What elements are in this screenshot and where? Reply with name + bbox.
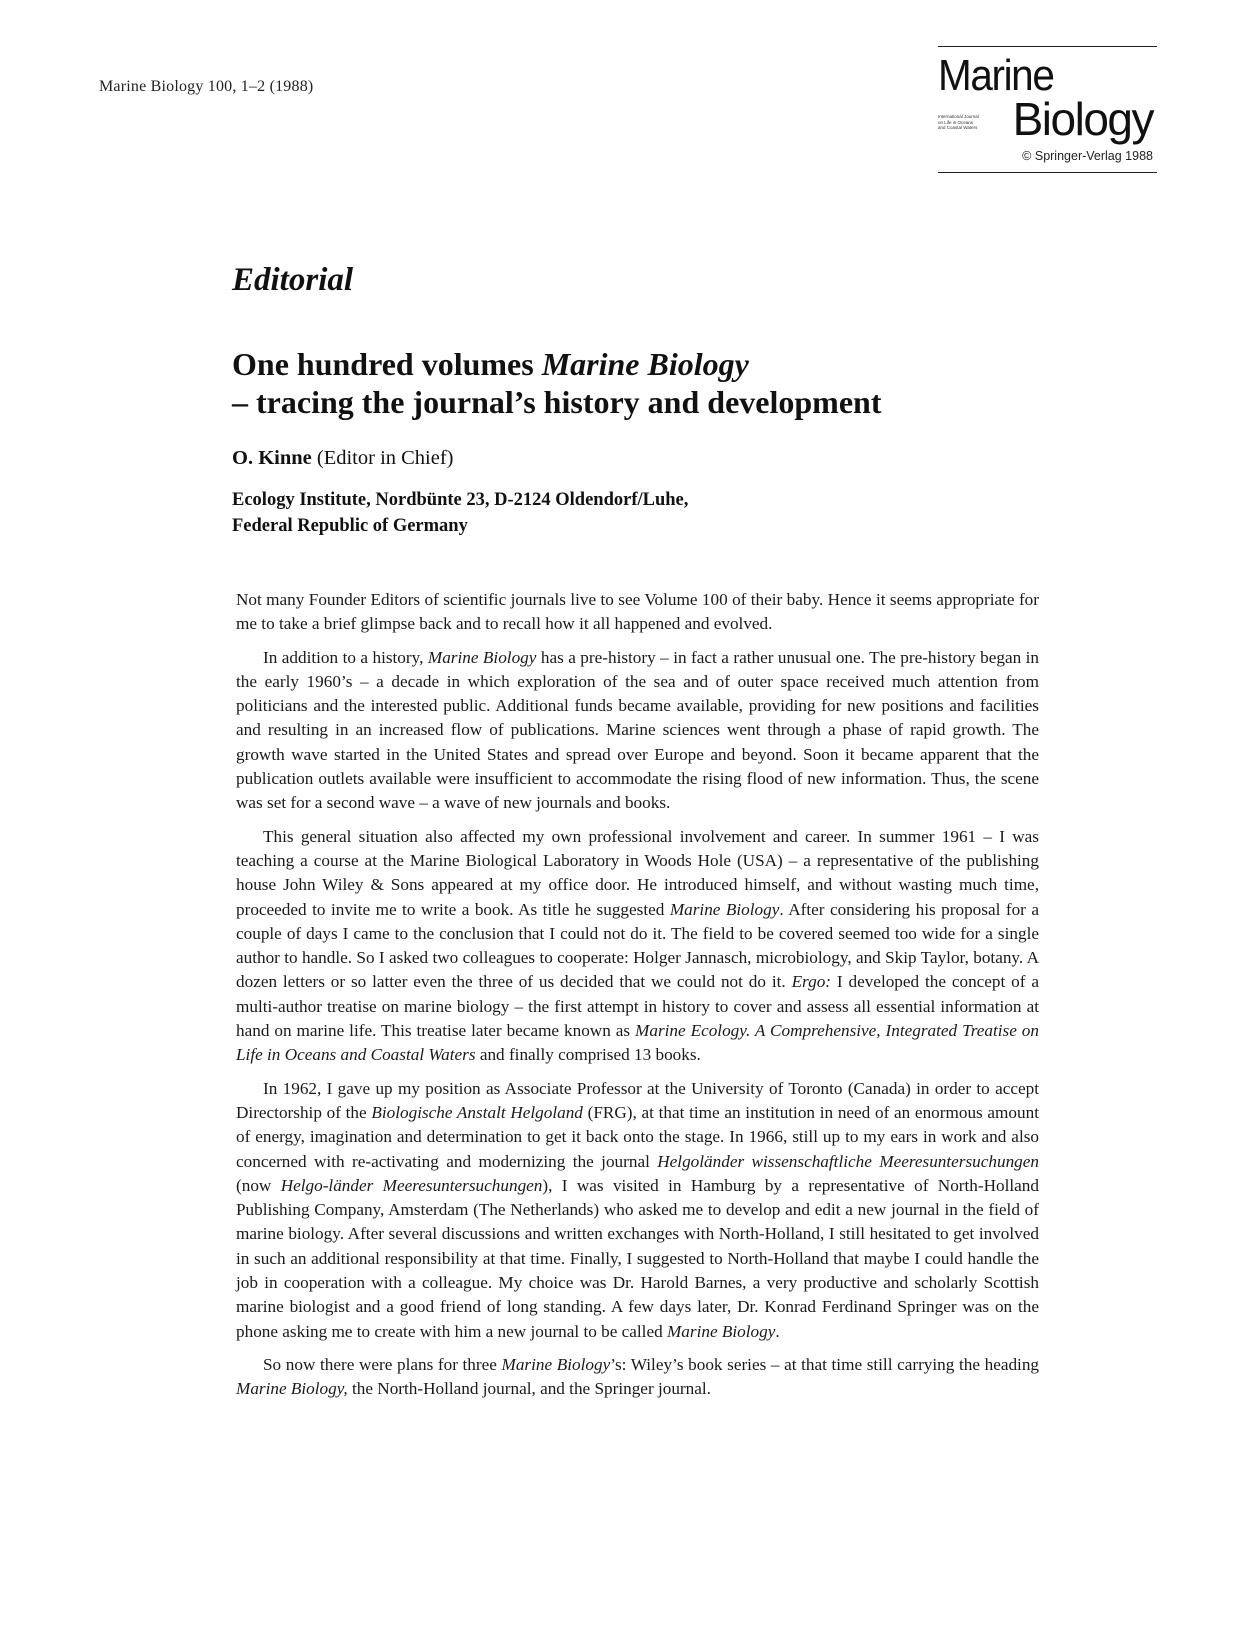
author-role: (Editor in Chief) bbox=[316, 447, 454, 469]
text-run: (FRG), at that time an institution in need of an enormous amount of energy, imagination and determination to get it back onto the stage. In 1966, still up to my ears in work and also concerned with re-activating and modernizing the journal bbox=[236, 1102, 1039, 1171]
text-run: the North-Holland journal, and the Springer journal. bbox=[347, 1379, 711, 1399]
text-run: . After considering his proposal for a couple of days I came to the conclusion that I could not do it. The field to be covered seemed too wide for a single author to handle. So I asked two colleagues to cooperate: Holger Jannasch, microbiology, and Skip Taylor, botany. A dozen letters or so latter even the three of us decided that we could not do it. bbox=[236, 899, 1040, 992]
section-label: Editorial bbox=[232, 262, 354, 298]
italic-run: Marine Biology bbox=[669, 899, 780, 919]
italic-run: Marine Ecology. A Comprehensive, Integrated Treatise on Life in Oceans and Coastal Waters bbox=[236, 1021, 1039, 1065]
author-name: O. Kinne bbox=[232, 447, 312, 469]
italic-run: Marine Biology bbox=[666, 1321, 776, 1341]
italic-run: Marine Biology bbox=[427, 647, 537, 667]
italic-run: Helgo-länder Meeresuntersuchungen bbox=[280, 1175, 543, 1195]
affiliation-line: Federal Republic of Germany bbox=[232, 516, 468, 536]
title-journal-name: Marine Biology bbox=[541, 346, 749, 382]
paragraph-1: Not many Founder Editors of scientific journals live to see Volume 100 of their baby. Hence it seems appropriate for me to take a brief glimpse back and to recall how it all happened and evolved. bbox=[236, 590, 1039, 634]
text-run: (now bbox=[236, 1175, 281, 1195]
article-body bbox=[236, 588, 1039, 1411]
text-run: ), I was visited in Hamburg by a representative of North-Holland Publishing Company, Amsterdam (The Netherlands) who asked me to develop and edit a new journal in the field of marine biology. After several discussions and written exchanges with North-Holland, I still hesitated to get involved in such an additional responsibility at that time. Finally, I suggested to North-Holland that maybe I could handle the job in cooperation with a colleague. My choice was Dr. Harold Barnes, a very productive and scholarly Scottish marine biologist and a good friend of long standing. A few days later, Dr. Konrad Ferdinand Springer was on the phone asking me to create with him a new journal to be called bbox=[236, 1175, 1039, 1341]
copyright-notice: © Springer-Verlag 1988 bbox=[1022, 149, 1153, 163]
logo-tagline-line: and Coastal Waters bbox=[938, 125, 978, 130]
logo-word-biology: Biology bbox=[1012, 93, 1153, 145]
logo-tagline-line: on Life in Oceans bbox=[938, 119, 974, 125]
running-head: Marine Biology 100, 1–2 (1988) bbox=[99, 78, 314, 95]
text-run: This general situation also affected my own professional involvement and career. In summer 1961 – I was teaching a course at the Marine Biological Laboratory in Woods Hole (USA) – a representative of the publishing house John Wiley & Sons appeared at my office door. He introduced himself, and without wasting much time, proceeded to invite me to write a book. As title he suggested bbox=[236, 826, 1039, 919]
text-run: I developed the concept of a multi-author treatise on marine biology – the first attempt in history to cover and assess all essential information at hand on marine life. This treatise later became known as bbox=[236, 972, 1039, 1041]
text-run: In 1962, I gave up my position as Associate Professor at the University of Toronto (Canada) in order to accept Directorship of the bbox=[236, 1078, 1039, 1122]
article-title bbox=[232, 345, 1132, 421]
paragraph-2 bbox=[236, 646, 1039, 816]
paragraph-5 bbox=[236, 1353, 1039, 1402]
italic-run: Helgoländer wissenschaftliche Meeresuntersuchungen bbox=[657, 1151, 1039, 1171]
text-run: and finally comprised 13 books. bbox=[475, 1045, 701, 1065]
affiliation bbox=[232, 487, 1032, 539]
affiliation-line: Ecology Institute, Nordbünte 23, D-2124 Oldendorf/Luhe, bbox=[232, 490, 689, 510]
logo-top-rule bbox=[938, 46, 1157, 47]
logo-bottom-rule bbox=[938, 172, 1157, 173]
text-run: In addition to a history, bbox=[263, 647, 428, 667]
title-text: One hundred volumes bbox=[232, 346, 542, 382]
logo-word-marine: Marine bbox=[938, 51, 1054, 100]
paragraph-3 bbox=[236, 825, 1039, 1068]
title-line-1 bbox=[232, 345, 1132, 383]
italic-run: Marine Biology bbox=[501, 1354, 611, 1374]
text-run: ’s: Wiley’s book series – at that time still carrying the heading bbox=[610, 1354, 1040, 1374]
text-run: has a pre-history – in fact a rather unusual one. The pre-history began in the early 1960’s – a decade in which exploration of the sea and of outer space received much attention from politicians and the interested public. Additional funds became available, providing for new positions and facilities and resulting in an increased flow of publications. Marine sciences went through a phase of rapid growth. The growth wave started in the United States and spread over Europe and beyond. Soon it became apparent that the publication outlets available were insufficient to accommodate the rising flood of new information. Thus, the scene was set for a second wave – a wave of new journals and books. bbox=[236, 647, 1039, 813]
text-run: So now there were plans for three bbox=[263, 1354, 502, 1374]
text-run: . bbox=[775, 1321, 780, 1341]
italic-run: Marine Biology, bbox=[236, 1379, 348, 1399]
journal-logo bbox=[938, 46, 1157, 174]
logo-tagline bbox=[938, 114, 1000, 131]
author-line bbox=[232, 447, 454, 470]
paragraph-4 bbox=[236, 1077, 1039, 1344]
title-line-2: – tracing the journal’s history and development bbox=[232, 384, 882, 420]
logo-tagline-line: International Journal bbox=[938, 114, 979, 119]
italic-run: Ergo: bbox=[791, 972, 832, 992]
italic-run: Biologische Anstalt Helgoland bbox=[371, 1102, 583, 1122]
